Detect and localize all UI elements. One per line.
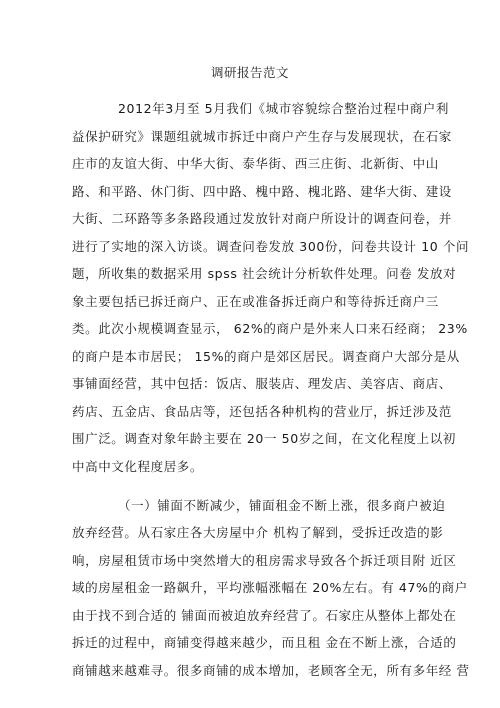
document-title: 调研报告范文 xyxy=(210,65,289,80)
paragraph-line: 2012年3月至 5月我们《城市容貌综合整治过程中商户利 xyxy=(118,101,449,116)
paragraph-line: 响，房屋租赁市场中突然增大的租房需求导致各个拆迁项目附 近区 xyxy=(72,553,457,568)
section-heading-line: （一）铺面不断减少，铺面租金不断上涨，很多商户被迫 xyxy=(118,498,446,513)
paragraph-line: 放弃经营。从石家庄各大房屋中介 机构了解到，受拆迁改造的影 xyxy=(72,525,444,540)
paragraph-line: 中高中文化程度居多。 xyxy=(72,459,204,474)
paragraph-line: 药店、五金店、食品店等，还包括各种机构的营业厅，拆迁涉及范 xyxy=(72,404,452,419)
paragraph-line: 题，所收集的数据采用 spss 社会统计分析软件处理。问卷 发放对 xyxy=(72,266,457,281)
paragraph-line: 事铺面经营，其中包括：饭店、服装店、理发店、美容店、商店、 xyxy=(72,376,452,391)
paragraph-line: 围广泛。调查对象年龄主要在 20一 50岁之间，在文化程度上以初 xyxy=(72,431,456,446)
paragraph-line: 象主要包括已拆迁商户、正在或准备拆迁商户和等待拆迁商户三 xyxy=(72,294,439,309)
paragraph-line: 路、和平路、休门街、四中路、槐中路、槐北路、建华大街、建设 xyxy=(72,184,452,199)
paragraph-line: 域的房屋租金一路飙升，平均涨幅涨幅在 20%左右。有 47%的商户 xyxy=(72,580,468,595)
paragraph-line: 的商户是本市居民； 15%的商户是郊区居民。调查商户大部分是从 xyxy=(72,349,460,364)
paragraph-line: 商铺越来越难寻。很多商铺的成本增加，老顾客全无，所有多年经 营 xyxy=(72,663,470,678)
paragraph-line: 庄市的友谊大街、中华大街、泰华街、西三庄街、北新街、中山 xyxy=(72,156,439,171)
paragraph-line: 益保护研究》课题组就城市拆迁中商户产生存与发展现状，在石家 xyxy=(72,129,452,144)
paragraph-line: 进行了实地的深入访谈。调查问卷发放 300份，问卷共设计 10 个问 xyxy=(72,239,470,254)
paragraph-line: 类。此次小规模调查显示， 62%的商户是外来人口来石经商； 23% xyxy=(72,321,468,336)
paragraph-line: 由于找不到合适的 铺面而被迫放弃经营了。石家庄从整体上都处在 xyxy=(72,608,457,623)
paragraph-line: 拆迁的过程中，商铺变得越来越少，而且租 金在不断上涨，合适的 xyxy=(72,635,457,650)
paragraph-line: 大街、二环路等多条路段通过发放针对商户所设计的调查问卷，并 xyxy=(72,211,452,226)
